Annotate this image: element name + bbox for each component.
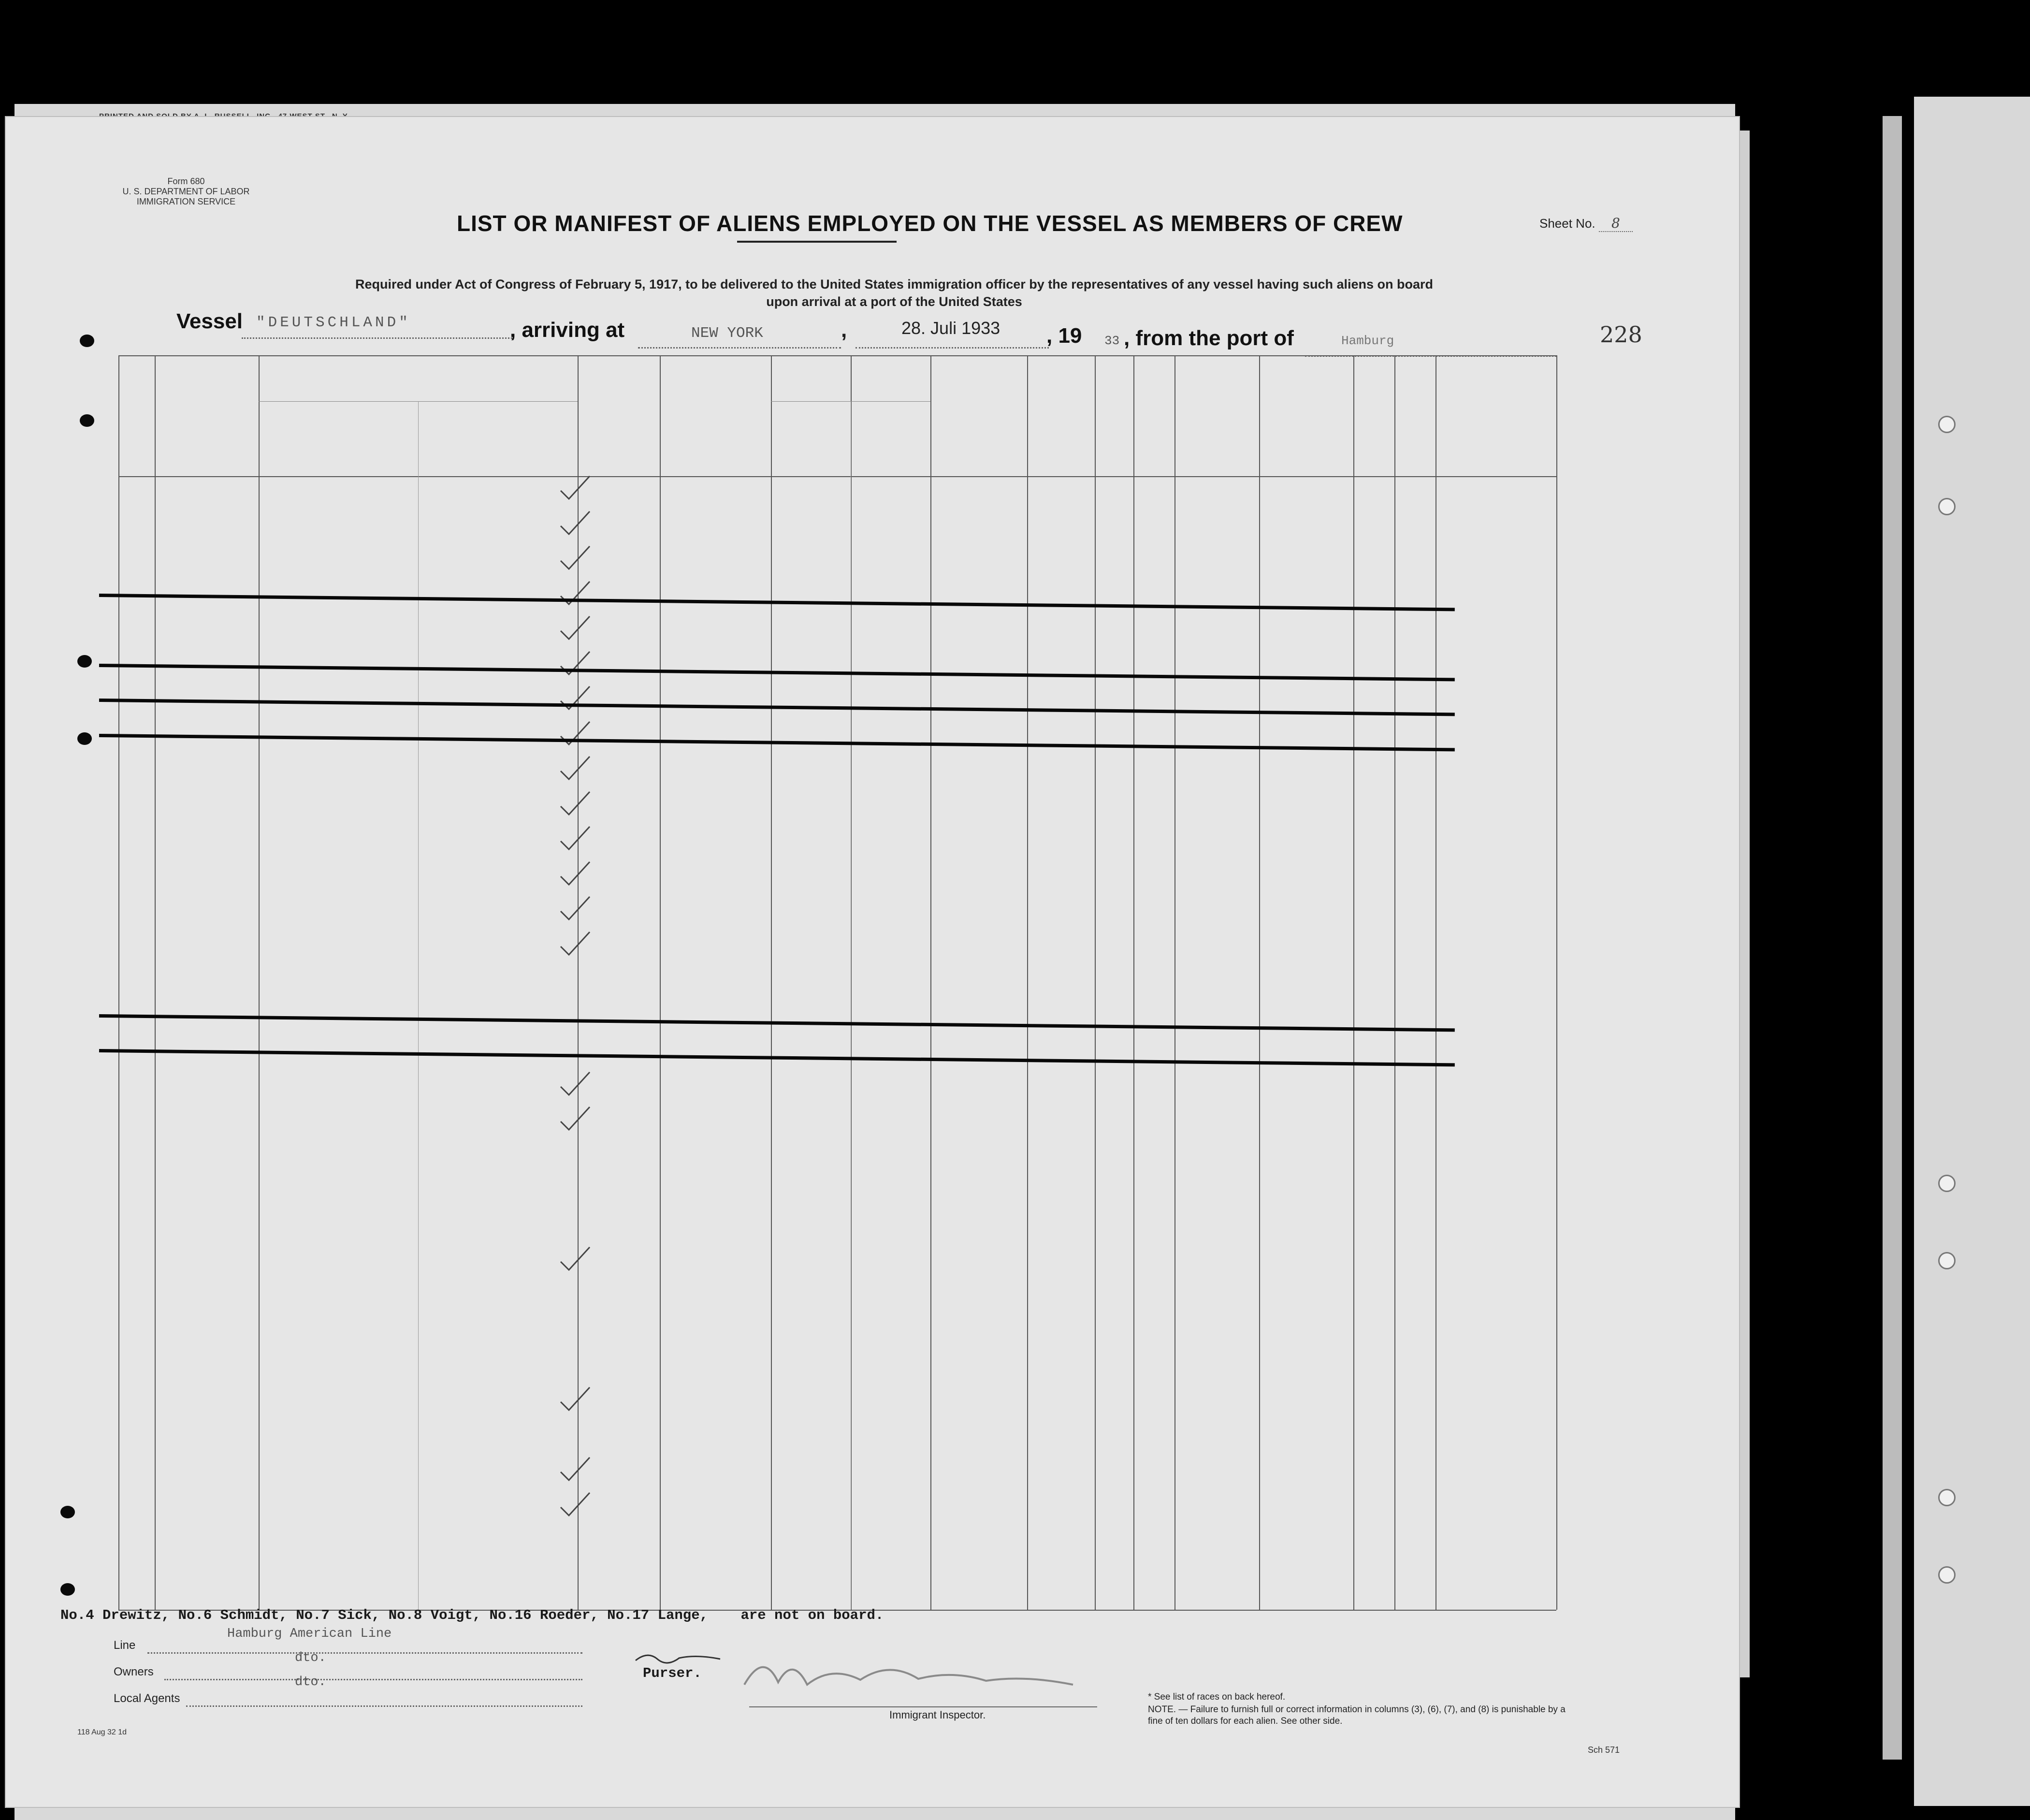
arriving-port: NEW YORK xyxy=(691,325,763,342)
column-rule xyxy=(1174,355,1175,1610)
check-mark xyxy=(558,1105,592,1134)
check-mark xyxy=(558,1245,592,1274)
owners-value: dto. xyxy=(295,1651,326,1665)
line-label: Line xyxy=(114,1639,136,1652)
schedule-code: Sch 571 xyxy=(1588,1745,1620,1755)
column-rule xyxy=(155,355,156,1610)
line-field xyxy=(147,1652,582,1654)
agents-label: Local Agents xyxy=(114,1692,180,1705)
check-mark xyxy=(558,684,592,713)
check-mark xyxy=(558,754,592,783)
vessel-label: Vessel xyxy=(176,309,243,333)
column-rule xyxy=(1259,355,1260,1610)
from-label: , from the port of xyxy=(1124,326,1294,350)
manifest-sheet: Form 680 U. S. DEPARTMENT OF LABOR IMMIGRATION SERVICE LIST OR MANIFEST OF ALIENS EMPLOYED ON THE VESSEL AS MEMBERS OF CREW Sheet No. 8 Required under Act of Congress of February 5, 1917, to be delivered to the United States immigration officer by the representatives of any vessel having such aliens on board upon arrival at a port of the United States Vessel "DEUTSCHLAND" , arriving at NEW YORK , 28. Juli 1933 , 19 33 , from the port of Hamburg 228 No.4 Drewitz, No.6 Schmidt, No.7 Sick, No.8 Voigt, No.16 Roeder, No.17 Lange, are not on board. Line Hamburg American Line Owners dto. Local Agents dto. Purser. Immigrant Inspector. * See list of races on back hereof. NOTE. — Failure to furnish full or correct information in columns (3), (6), (7), and (8) is punishable by a fine of ten dollars for each alien. See other side. 118 Aug 32 1d Sch 571 xyxy=(5,116,1740,1808)
binder-hole xyxy=(60,1583,75,1596)
check-mark xyxy=(558,859,592,888)
punch-hole xyxy=(1938,1489,1956,1506)
inspector-signature xyxy=(735,1641,1102,1704)
year-prefix: , 19 xyxy=(1046,324,1082,348)
inspector-label: Immigrant Inspector. xyxy=(889,1709,986,1721)
agents-value: dto. xyxy=(295,1675,326,1689)
purser-label: Purser. xyxy=(643,1665,702,1681)
check-mark xyxy=(558,894,592,923)
inspector-line xyxy=(749,1706,1097,1707)
column-rule xyxy=(930,355,931,1610)
check-mark xyxy=(558,719,592,748)
column-rule xyxy=(1394,355,1395,1610)
punch-hole xyxy=(1938,1566,1956,1584)
column-rule xyxy=(259,355,260,1610)
check-mark xyxy=(558,649,592,678)
punch-hole xyxy=(1938,416,1956,433)
check-mark xyxy=(558,509,592,538)
check-mark xyxy=(558,930,592,959)
check-mark xyxy=(558,579,592,608)
binder-hole xyxy=(80,335,94,347)
strike-through-line xyxy=(99,664,1455,681)
binder-hole xyxy=(60,1506,75,1518)
column-rule xyxy=(771,355,772,1610)
crew-table xyxy=(5,116,1740,1808)
binder-hole xyxy=(77,655,92,668)
strike-through-line xyxy=(99,734,1455,751)
agents-field xyxy=(186,1705,582,1707)
column-rule xyxy=(1353,355,1354,1610)
year-value: 33 xyxy=(1104,334,1120,348)
name-split-rule xyxy=(418,401,419,1610)
adjacent-page-edge xyxy=(1914,97,2030,1806)
not-on-board-note: No.4 Drewitz, No.6 Schmidt, No.7 Sick, No.8 Voigt, No.16 Roeder, No.17 Lange, are not on board. xyxy=(60,1607,884,1623)
check-mark xyxy=(558,824,592,853)
check-mark xyxy=(558,1070,592,1099)
table-top-rule xyxy=(118,355,1556,356)
strike-through-line xyxy=(99,594,1455,611)
strike-through-line xyxy=(99,699,1455,716)
check-mark xyxy=(558,614,592,643)
column-rule xyxy=(1133,355,1134,1610)
check-mark xyxy=(558,1455,592,1484)
races-note: * See list of races on back hereof. xyxy=(1148,1692,1286,1702)
from-port: Hamburg xyxy=(1341,334,1394,348)
print-code: 118 Aug 32 1d xyxy=(77,1728,127,1736)
fine-note: NOTE. — Failure to furnish full or correct information in columns (3), (6), (7), and (8) is punishable by a fine of ten dollars for each alien. See other side. xyxy=(1148,1704,1566,1726)
arriving-label: , arriving at xyxy=(510,318,625,342)
strike-through-line xyxy=(99,1014,1455,1032)
binding-strip xyxy=(1883,116,1902,1760)
purser-signature xyxy=(633,1648,725,1668)
check-mark xyxy=(558,544,592,573)
vessel-name: "DEUTSCHLAND" xyxy=(256,314,411,331)
page-title: LIST OR MANIFEST OF ALIENS EMPLOYED ON THE VESSEL AS MEMBERS OF CREW xyxy=(457,211,1403,236)
date-stamp: 28. Juli 1933 xyxy=(901,318,1000,338)
check-mark xyxy=(558,474,592,503)
check-mark xyxy=(558,789,592,818)
requirement-text: Required under Act of Congress of February 5, 1917, to be delivered to the United States immigration officer by the representatives of any vessel having such aliens on board upon arrival at a port of the United States xyxy=(355,277,1434,309)
binder-hole xyxy=(80,414,94,427)
strike-through-line xyxy=(99,1049,1455,1066)
column-rule xyxy=(660,355,661,1610)
sheet-no: Sheet No. 8 xyxy=(1539,215,1633,232)
punch-hole xyxy=(1938,1252,1956,1269)
column-rule xyxy=(1095,355,1096,1610)
form-block: Form 680 U. S. DEPARTMENT OF LABOR IMMIGRATION SERVICE xyxy=(122,176,250,206)
header-bottom-rule xyxy=(118,476,1556,477)
column-rule xyxy=(118,355,119,1610)
binder-hole xyxy=(77,732,92,745)
column-rule xyxy=(1556,355,1557,1610)
owners-field xyxy=(164,1679,582,1680)
owners-label: Owners xyxy=(114,1665,154,1678)
punch-hole xyxy=(1938,1175,1956,1192)
check-mark xyxy=(558,1490,592,1519)
page-number: 228 xyxy=(1600,321,1642,348)
check-mark xyxy=(558,1385,592,1414)
column-rule xyxy=(1027,355,1028,1610)
line-value: Hamburg American Line xyxy=(227,1627,392,1641)
punch-hole xyxy=(1938,498,1956,515)
